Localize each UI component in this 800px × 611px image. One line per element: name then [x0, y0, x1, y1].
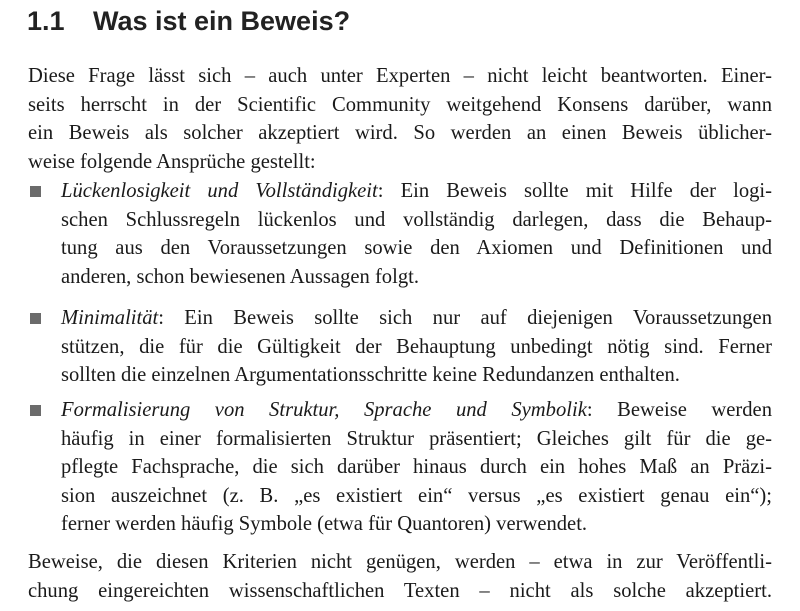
bullet-line: anderen, schon bewiesenen Aussagen folgt.: [61, 265, 419, 288]
bullet-text: : Ein Beweis sollte mit Hilfe der logi-: [377, 180, 772, 202]
bullet-first-line: [61, 177, 772, 206]
section-heading: [27, 6, 350, 37]
bullet-term: Formalisierung von Struktur, Sprache und Symbolik: [61, 399, 587, 421]
bullet-text: : Ein Beweis sollte sich nur auf diejenigen Voraussetzungen: [158, 307, 772, 329]
bullet-first-line: [61, 396, 772, 425]
bullet-line: ferner werden häufig Symbole (etwa für Quantoren) verwendet.: [61, 513, 588, 536]
bullet-square-icon: [30, 186, 41, 197]
intro-line: ein Beweis als solcher akzeptiert wird. So werden an einen Beweis üblicher-: [28, 122, 772, 145]
bullet-line: sion auszeichnet (z. B. „es existiert ein“ versus „es existiert genau ein“);: [61, 484, 772, 507]
bullet-line: schen Schlussregeln lückenlos und vollständig darlegen, dass die Behaup-: [61, 208, 772, 231]
bullet-term: Minimalität: [61, 307, 159, 329]
bullet-term: Lückenlosigkeit und Vollständigkeit: [61, 180, 378, 202]
closing-line: Beweise, die diesen Kriterien nicht genügen, werden – etwa in zur Veröffentli-: [28, 551, 772, 573]
bullet-first-line: [61, 304, 772, 333]
bullet-text: : Beweise werden: [586, 399, 772, 421]
bullet-square-icon: [30, 313, 41, 324]
intro-line: weise folgende Ansprüche gestellt:: [28, 150, 316, 173]
bullet-square-icon: [30, 405, 41, 416]
section-title: Was ist ein Beweis?: [93, 6, 351, 36]
bullet-line: häufig in einer formalisierten Struktur präsentiert; Gleiches gilt für die ge-: [61, 427, 772, 450]
closing-line: chung eingereichten wissenschaftlichen Texten – nicht als solche akzeptiert.: [28, 579, 772, 602]
intro-line: Diese Frage lässt sich – auch unter Experten – nicht leicht beantworten. Einer-: [28, 65, 772, 87]
bullet-line: pflegte Fachsprache, die sich darüber hinaus durch ein hohes Maß an Präzi-: [61, 456, 772, 479]
intro-line: seits herrscht in der Scientific Community weitgehend Konsens darüber, wann: [28, 93, 772, 116]
section-number: 1.1: [27, 6, 65, 36]
bullet-line: tung aus den Voraussetzungen sowie den Axiomen und Definitionen und: [61, 237, 772, 260]
bullet-line: sollten die einzelnen Argumentationsschritte keine Redundanzen enthalten.: [61, 364, 680, 387]
bullet-line: stützen, die für die Gültigkeit der Behauptung unbedingt nötig sind. Ferner: [61, 335, 772, 358]
